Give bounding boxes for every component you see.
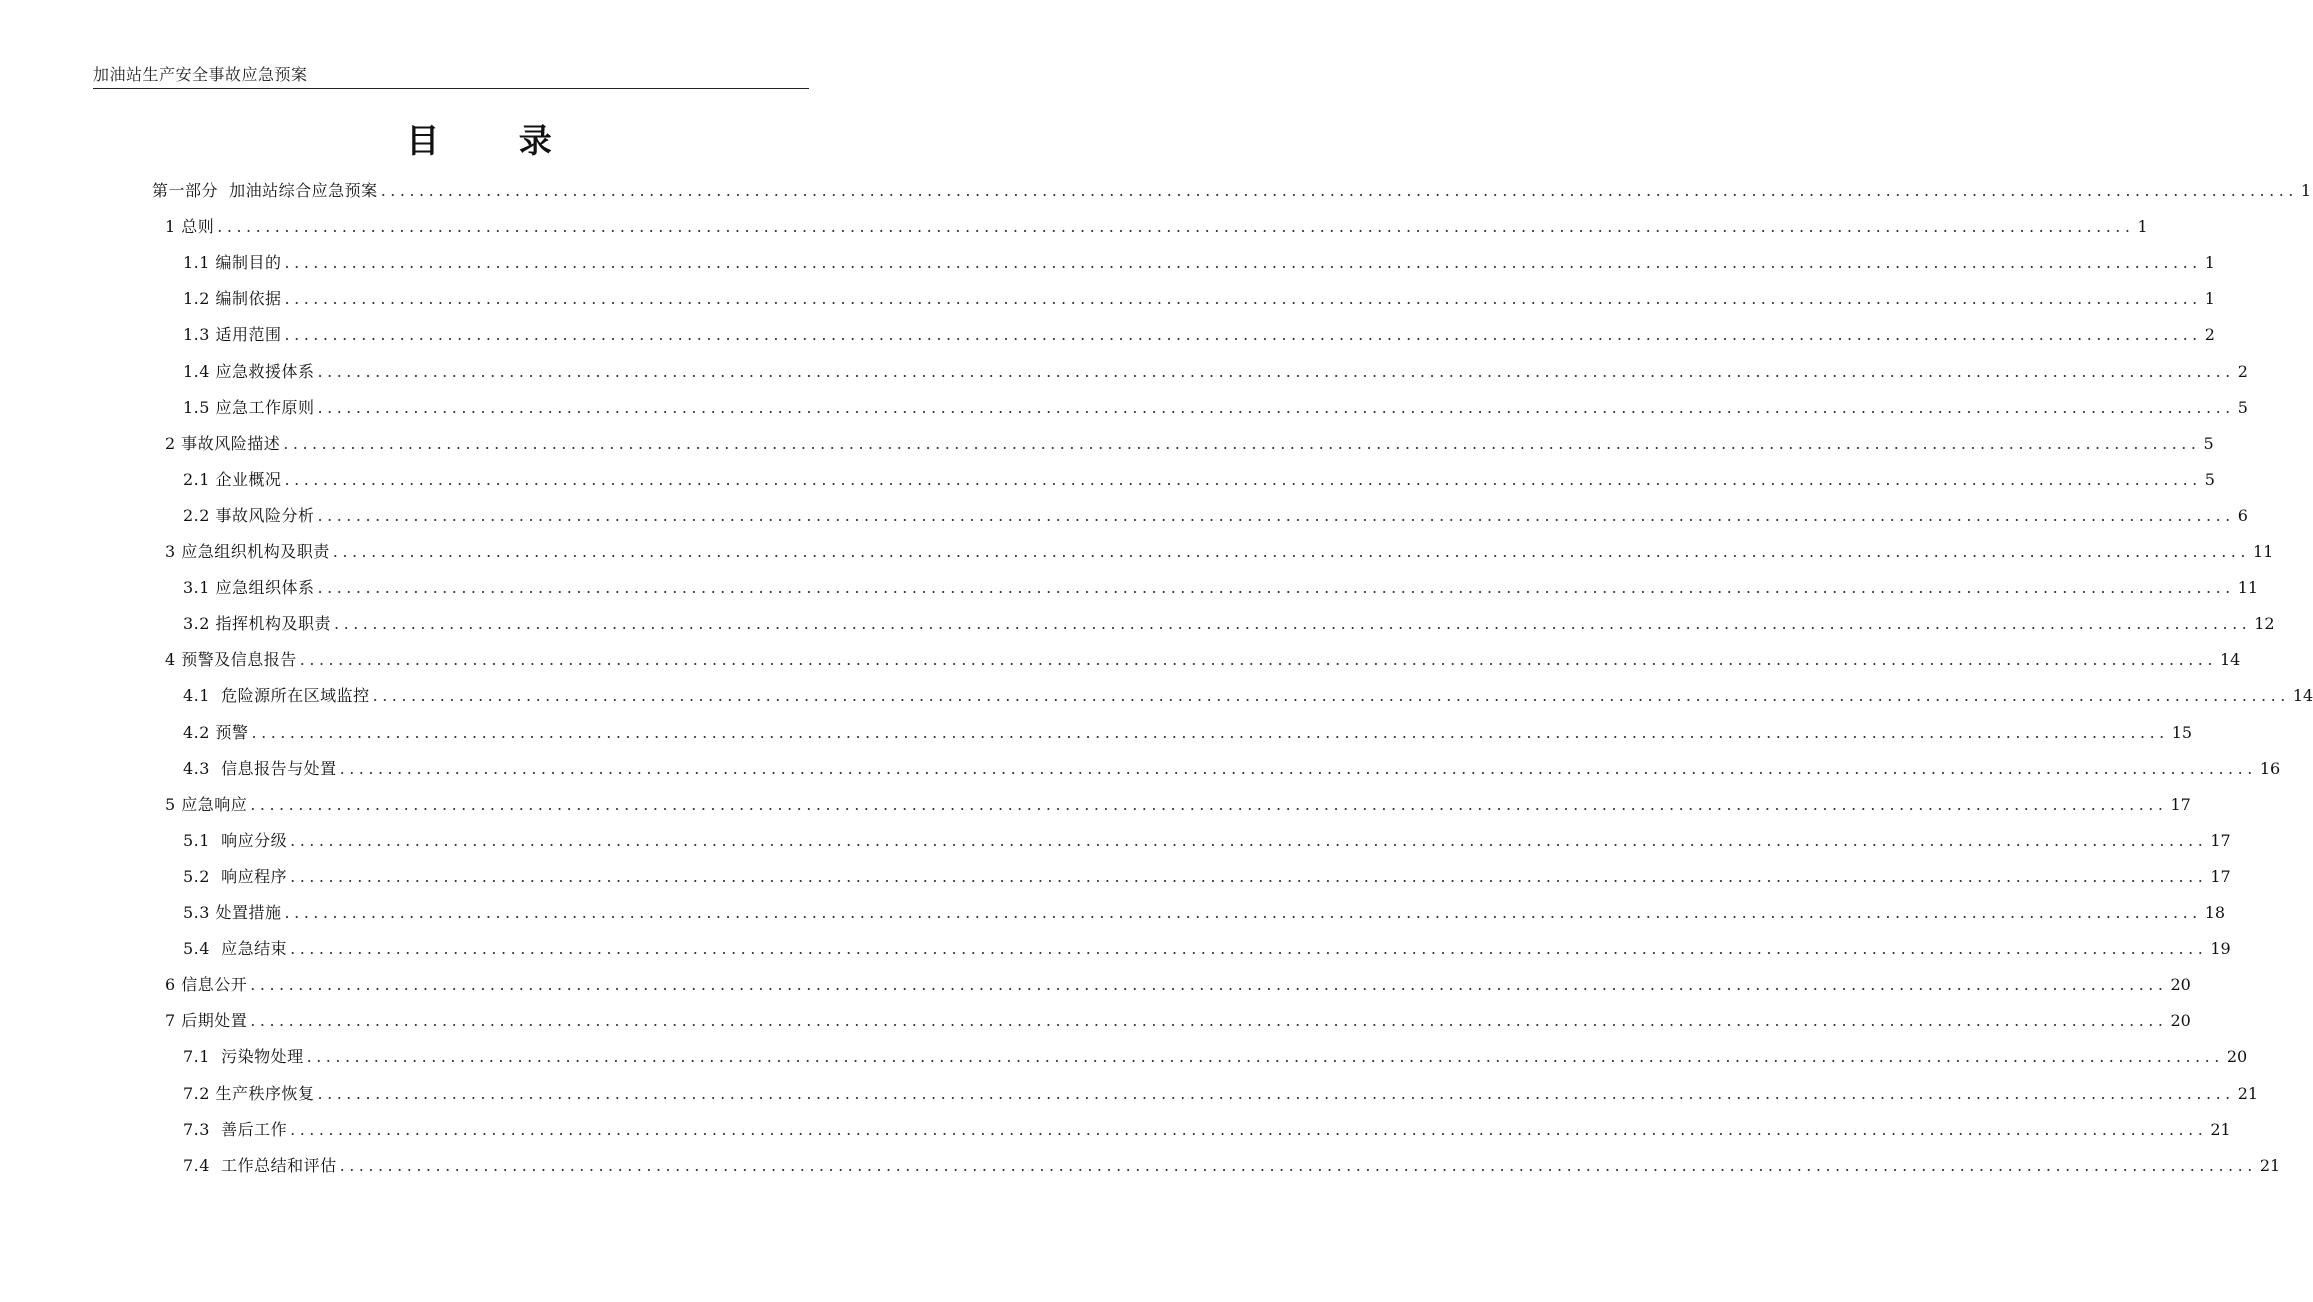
toc-entry-page-number: 1 [2137,217,2148,237]
toc-entry-page-number: 17 [2210,866,2231,886]
toc-entry[interactable] [183,1045,2248,1069]
toc-entry-label: 4.3 信息报告与处置 [183,758,337,778]
toc-entry-page-number: 1 [2300,181,2312,200]
toc-entry-page-number: 11 [2252,542,2274,561]
toc-entry-label: 6 信息公开 [165,975,248,995]
toc-entry-label: 3 应急组织机构及职责 [165,542,330,561]
toc-entry-label: 1.3 适用范围 [183,325,282,345]
dot-leader: ........................................................................................................................................................................................................ [250,794,2168,814]
dot-leader: ........................................................................................................................................................................................................ [284,253,2202,273]
toc-entry-page-number: 20 [2170,975,2191,995]
dot-leader: ........................................................................................................................................................................................................ [284,289,2202,309]
toc-entry-label: 5.4 应急结束 [183,939,288,959]
dot-leader: ........................................................................................................................................................................................................ [284,325,2202,345]
toc-entry-label: 第一部分 加油站综合应急预案 [152,181,378,200]
dot-leader: ........................................................................................................................................................................................................ [332,542,2250,561]
toc-entry[interactable] [183,251,2215,275]
dot-leader: ........................................................................................................................................................................................................ [317,1083,2235,1103]
toc-entry[interactable] [183,1118,2231,1142]
dot-leader: ........................................................................................................................................................................................................ [290,866,2208,886]
toc-entry-label: 7 后期处置 [165,1011,248,1031]
toc-entry[interactable] [183,757,2281,781]
toc-entry[interactable] [183,937,2231,961]
dot-leader: ........................................................................................................................................................................................................ [283,433,2201,453]
toc-entry-page-number: 2 [2237,361,2248,381]
toc-entry[interactable] [183,468,2215,492]
dot-leader: ........................................................................................................................................................................................................ [339,758,2257,778]
toc-entry[interactable] [183,323,2215,347]
toc-entry[interactable] [165,793,2191,817]
toc-entry-label: 2.2 事故风险分析 [183,505,315,525]
toc-entry-label: 4.2 预警 [183,722,249,742]
toc-entry-label: 1 总则 [165,217,215,237]
toc-entry-page-number: 21 [2210,1119,2231,1139]
toc-entry[interactable] [165,215,2148,239]
toc-entry-page-number: 15 [2171,722,2193,742]
toc-entry-page-number: 2 [2204,325,2215,345]
dot-leader: ........................................................................................................................................................................................................ [334,614,2252,634]
toc-entry-label: 7.4 工作总结和评估 [183,1155,337,1175]
toc-entry[interactable] [183,721,2193,745]
toc-entry[interactable] [183,504,2248,528]
dot-leader: ........................................................................................................................................................................................................ [317,505,2235,525]
toc-entry-page-number: 17 [2170,794,2191,814]
toc-entry-page-number: 20 [2226,1047,2248,1067]
dot-leader: ........................................................................................................................................................................................................ [250,1011,2168,1031]
toc-entry[interactable] [165,1009,2191,1033]
toc-entry[interactable] [183,1154,2281,1178]
toc-entry-page-number: 18 [2204,903,2226,922]
dot-leader: ........................................................................................................................................................................................................ [306,1047,2224,1067]
toc-entry-page-number: 14 [2219,650,2241,670]
toc-entry[interactable] [183,684,2313,708]
toc-entry-label: 7.2 生产秩序恢复 [183,1083,315,1103]
toc-entry-label: 2.1 企业概况 [183,469,282,489]
dot-leader: ........................................................................................................................................................................................................ [217,217,2135,237]
dot-leader: ........................................................................................................................................................................................................ [317,397,2235,417]
toc-entry[interactable] [165,540,2274,564]
toc-entry-page-number: 6 [2237,505,2248,525]
toc-entry-page-number: 12 [2254,614,2275,634]
toc-entry-page-number: 17 [2210,830,2231,850]
toc-entry[interactable] [165,648,2241,672]
toc-entry-page-number: 1 [2204,253,2215,273]
toc-entry-label: 4.1 危险源所在区域监控 [183,686,370,706]
toc-entry-label: 5.2 响应程序 [183,866,288,886]
toc-entry[interactable] [183,901,2226,925]
toc-entry-label: 4 预警及信息报告 [165,650,297,670]
dot-leader: ........................................................................................................................................................................................................ [290,830,2208,850]
toc-entry[interactable] [183,360,2248,384]
dot-leader: ........................................................................................................................................................................................................ [290,939,2208,959]
toc-title: 目 录 [406,121,586,160]
toc-entry-label: 3.2 指挥机构及职责 [183,614,332,634]
toc-entry-page-number: 19 [2210,939,2231,959]
dot-leader: ........................................................................................................................................................................................................ [284,903,2202,922]
toc-entry-page-number: 14 [2292,686,2313,706]
toc-entry-page-number: 1 [2204,289,2215,309]
toc-entry-page-number: 20 [2170,1011,2191,1031]
toc-entry-label: 5.1 响应分级 [183,830,288,850]
running-header: 加油站生产安全事故应急预案 [93,65,308,84]
toc-entry[interactable] [152,179,2312,203]
toc-entry-page-number: 11 [2237,578,2259,598]
toc-entry-page-number: 5 [2203,433,2214,453]
toc-entry[interactable] [183,576,2259,600]
toc-entry[interactable] [183,829,2231,853]
toc-entry-label: 7.1 污染物处理 [183,1047,304,1067]
toc-entry-label: 5 应急响应 [165,794,248,814]
dot-leader: ........................................................................................................................................................................................................ [250,975,2168,995]
toc-entry-label: 1.2 编制依据 [183,289,282,309]
toc-entry-label: 3.1 应急组织体系 [183,578,315,598]
dot-leader: ........................................................................................................................................................................................................ [317,361,2235,381]
dot-leader: ........................................................................................................................................................................................................ [290,1119,2208,1139]
toc-entry-label: 1.4 应急救援体系 [183,361,315,381]
toc-entry[interactable] [183,1082,2259,1106]
toc-entry[interactable] [165,432,2214,456]
toc-entry-label: 2 事故风险描述 [165,433,281,453]
toc-entry-page-number: 21 [2237,1083,2259,1103]
toc-entry-page-number: 5 [2204,469,2215,489]
dot-leader: ........................................................................................................................................................................................................ [380,181,2298,200]
dot-leader: ........................................................................................................................................................................................................ [284,469,2202,489]
dot-leader: ........................................................................................................................................................................................................ [339,1155,2257,1175]
toc-entry-page-number: 16 [2259,758,2281,778]
toc-entry[interactable] [183,865,2231,889]
toc-entry[interactable] [183,287,2215,311]
toc-entry-label: 1.1 编制目的 [183,253,282,273]
dot-leader: ........................................................................................................................................................................................................ [251,722,2169,742]
toc-entry-label: 1.5 应急工作原则 [183,397,315,417]
toc-entry-page-number: 5 [2237,397,2248,417]
toc-entry[interactable] [183,396,2248,420]
toc-entry[interactable] [183,612,2275,636]
toc-entry-label: 7.3 善后工作 [183,1119,288,1139]
toc-entry-label: 5.3 处置措施 [183,903,282,922]
toc-entry-page-number: 21 [2259,1155,2281,1175]
dot-leader: ........................................................................................................................................................................................................ [299,650,2217,670]
dot-leader: ........................................................................................................................................................................................................ [372,686,2290,706]
dot-leader: ........................................................................................................................................................................................................ [317,578,2235,598]
toc-entry[interactable] [165,973,2191,997]
